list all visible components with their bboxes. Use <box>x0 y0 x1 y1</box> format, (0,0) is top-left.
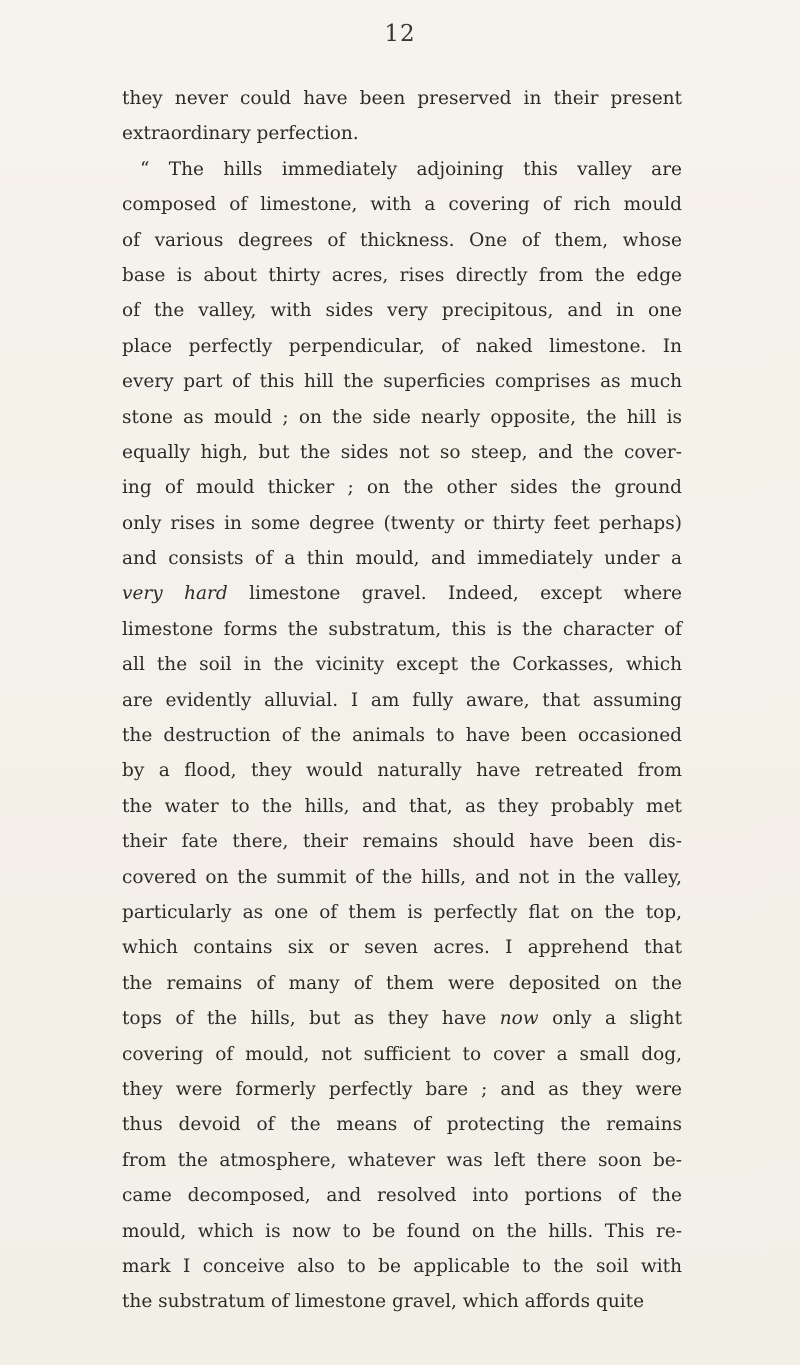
text-line: covered on the summit of the hills, and not in the valley, <box>122 866 682 888</box>
text-line: are evidently alluvial. I am fully aware, that assuming <box>122 689 682 711</box>
text-line: composed of limestone, with a covering of rich mould <box>122 194 682 216</box>
text-fragment: tops of the hills, but as they have <box>122 1008 487 1030</box>
page-number: 12 <box>384 21 416 47</box>
text-line: which contains six or seven acres. I apprehend that <box>122 937 682 959</box>
text-line: every part of this hill the superficies comprises as much <box>122 371 682 393</box>
text-line: the destruction of the animals to have been occasioned <box>122 725 682 747</box>
text-line: limestone forms the substratum, this is the character of <box>122 618 682 640</box>
text-line: only rises in some degree (twenty or thirty feet perhaps) <box>122 512 682 534</box>
text-line: all the soil in the vicinity except the Corkasses, which <box>122 654 682 676</box>
italic-phrase: very hard <box>122 583 228 605</box>
text-line: the substratum of limestone gravel, which affords quite <box>122 1291 645 1313</box>
text-line: they were formerly perfectly bare ; and as they were <box>122 1078 682 1100</box>
text-line: of the valley, with sides very precipitous, and in one <box>122 300 682 322</box>
body-text <box>122 81 682 1320</box>
text-line-with-italic <box>122 576 682 611</box>
text-line: stone as mould ; on the side nearly opposite, the hill is <box>122 406 682 428</box>
text-line: and consists of a thin mould, and immediately under a <box>122 548 682 570</box>
text-line: of various degrees of thickness. One of them, whose <box>122 229 682 251</box>
text-line: equally high, but the sides not so steep, and the cover- <box>122 441 682 463</box>
text-fragment: only a slight <box>552 1008 683 1030</box>
text-line: extraordinary perfection. <box>122 123 359 145</box>
text-line: ing of mould thicker ; on the other sides the ground <box>122 477 682 499</box>
text-line: particularly as one of them is perfectly flat on the top, <box>122 901 682 923</box>
text-line: place perfectly perpendicular, of naked limestone. In <box>122 335 682 357</box>
text-line: base is about thirty acres, rises directly from the edge <box>122 264 682 286</box>
text-line: their fate there, their remains should have been dis- <box>122 831 682 853</box>
text-fragment: limestone gravel. Indeed, except where <box>249 583 682 605</box>
text-line: came decomposed, and resolved into portions of the <box>122 1185 682 1207</box>
text-line: “ The hills immediately adjoining this valley are <box>140 158 682 180</box>
text-line: mark I conceive also to be applicable to the soil with <box>122 1255 682 1277</box>
text-line: from the atmosphere, whatever was left there soon be- <box>122 1149 682 1171</box>
text-line-with-italic <box>122 1001 682 1036</box>
text-line: by a flood, they would naturally have retreated from <box>122 760 682 782</box>
text-line: they never could have been preserved in their present <box>122 88 682 109</box>
text-line: covering of mould, not sufficient to cover a small dog, <box>122 1043 682 1065</box>
text-line: mould, which is now to be found on the hills. This re- <box>122 1220 682 1242</box>
text-line: thus devoid of the means of protecting the remains <box>122 1114 682 1136</box>
italic-phrase: now <box>499 1008 539 1030</box>
text-line: the remains of many of them were deposited on the <box>122 972 682 994</box>
text-line: the water to the hills, and that, as they probably met <box>122 795 682 817</box>
